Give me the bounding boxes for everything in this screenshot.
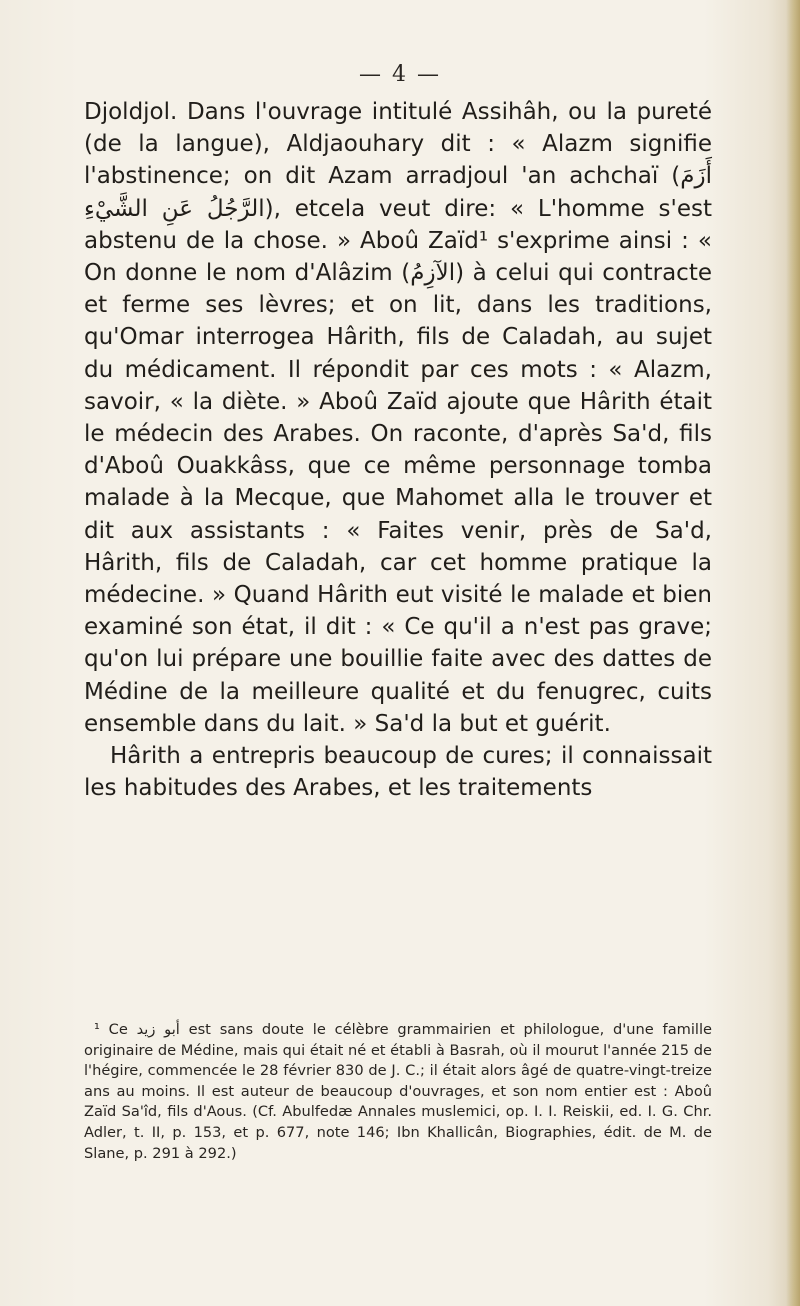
page-edge-shadow — [786, 0, 800, 1306]
footnote — [84, 1020, 712, 1164]
paragraph-2: Hârith a entrepris beaucoup de cures; il connaissait les habitudes des Arabes, et les traitements — [84, 743, 712, 802]
main-text — [84, 96, 712, 804]
page-number: — 4 — — [359, 62, 441, 87]
footnote-text: ¹ Ce أبو زيد est sans doute le célèbre grammairien et philologue, d'une famille originaire de Médine, mais qui était né et établi à Basrah, où il mourut l'année 215 de l'hégire, commencée le 28 février 830 de J. C.; il était alors âgé de quatre-vingt-treize ans au moins. Il est auteur de beaucoup d'ouvrages, et son nom entier est : Aboû Zaïd Sa'îd, fils d'Aous. (Cf. Abulfedæ Annales muslemici, op. I. I. Reiskii, ed. I. G. Chr. Adler, t. II, p. 153, et p. 677, note 146; Ibn Khallicân, Biographies, édit. de M. de Slane, p. 291 à 292.) — [84, 1021, 712, 1162]
paragraph-1: Djoldjol. Dans l'ouvrage intitulé Assihâh, ou la pureté (de la langue), Aldjaouhary dit : « Alazm signifie l'abstinence; on dit Azam arradjoul 'an achchaï (أَزَمَ الرَّجُلُ عَنِ الشَّيْءِ), etcela veut dire: « L'homme s'est abstenu de la chose. » Aboû Zaïd¹ s'exprime ainsi : « On donne le nom d'Alâzim (الآزِمُ) à celui qui contracte et ferme ses lèvres; et on lit, dans les traditions, qu'Omar interrogea Hârith, fils de Caladah, au sujet du médicament. Il répondit par ces mots : « Alazm, savoir, « la diète. » Aboû Zaïd ajoute que Hârith était le médecin des Arabes. On raconte, d'après Sa'd, fils d'Aboû Ouakkâss, que ce même personnage tomba malade à la Mecque, que Mahomet alla le trouver et dit aux assistants : « Faites venir, près de Sa'd, Hârith, fils de Caladah, car cet homme pratique la médecine. » Quand Hârith eut visité le malade et bien examiné son état, il dit : « Ce qu'il a n'est pas grave; qu'on lui prépare une bouillie faite avec des dattes de Médine de la meilleure qualité et du fenugrec, cuits ensemble dans du lait. » Sa'd la but et guérit. — [84, 99, 712, 737]
